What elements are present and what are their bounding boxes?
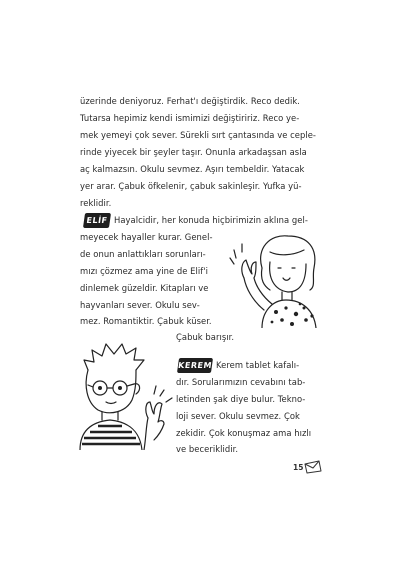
text-line: de onun anlattıkları sorunları- (80, 249, 206, 259)
text-line: Tutarsa hepimiz kendi ismimizi değiştiririz. Reco ye- (80, 113, 300, 123)
text-line: Hayalcidir, her konuda hiçbirimizin aklına gel- (114, 215, 308, 225)
text-line: mızı çözmez ama yine de Elif'i (80, 266, 209, 276)
kerem-boy-illustration (74, 340, 174, 450)
envelope-icon (303, 460, 323, 474)
text-line: dinlemek güzeldir. Kitapları ve (80, 283, 209, 293)
text-line: dır. Sorularımızın cevabını tab- (176, 377, 306, 387)
text-line: rinde yiyecek bir şeyler taşır. Onunla arkadaşsan asla (80, 147, 307, 157)
elif-girl-illustration (226, 228, 336, 328)
text-line: loji sever. Okulu sevmez. Çok (176, 411, 300, 421)
text-line: meyecek hayaller kurar. Genel- (80, 232, 213, 242)
elif-name-tag: ELİF (83, 213, 111, 228)
text-line: Kerem tablet kafalı- (216, 360, 300, 370)
text-line: letinden şak diye bulur. Tekno- (176, 394, 306, 404)
page-number: 15 (293, 463, 304, 472)
text-line: mek yemeyi çok sever. Sürekli sırt çantasında ve ceple- (80, 130, 316, 140)
text-line: aç kalmazsın. Okulu sevmez. Aşırı tembeldir. Yatacak (80, 164, 305, 174)
text-line: Çabuk barışır. (176, 332, 235, 342)
text-line: mez. Romantiktir. Çabuk küser. (80, 316, 212, 326)
text-line: zekidir. Çok konuşmaz ama hızlı (176, 428, 312, 438)
text-line: üzerinde deniyoruz. Ferhat'ı değiştirdik. Reco dedik. (80, 96, 301, 106)
text-line: yer arar. Çabuk öfkelenir, çabuk sakinleşir. Yufka yü- (80, 181, 302, 191)
kerem-name-tag: KEREM (177, 358, 213, 373)
text-line: ve beceriklidir. (176, 444, 239, 454)
text-line: reklidir. (80, 198, 112, 208)
text-line: hayvanları sever. Okulu sev- (80, 300, 200, 310)
